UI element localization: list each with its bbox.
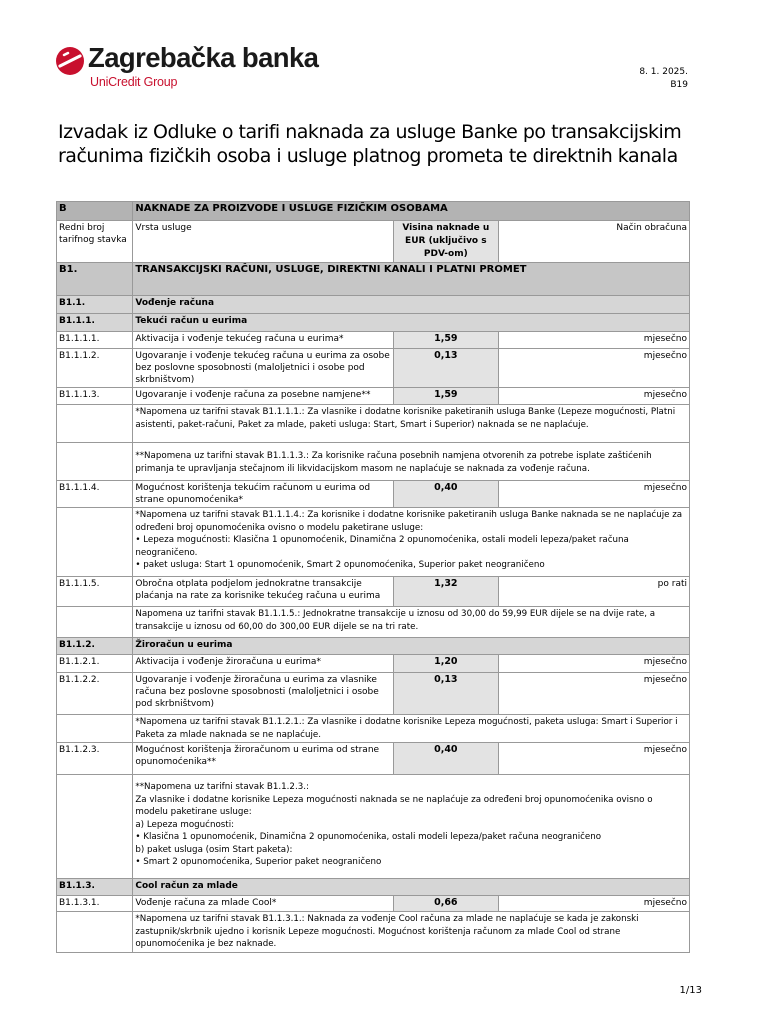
note-text: *Napomena uz tarifni stavak B1.1.1.1.: Za vlasnike i dodatne korisnike paketiranih usluga Banke (Lepeze mogućnosti, Platni asistenti, paket-računi, Paket za mlade, paketi usluga: Start, Smart i Superior) naknada se ne naplaćuje. <box>133 405 690 443</box>
note-line: • paket usluga: Start 1 opunomoćenik, Smart 2 opunomoćenika, Superior paket neograničeno <box>135 560 545 570</box>
subsection-row <box>57 638 690 655</box>
table-header-row <box>57 221 690 263</box>
table-row <box>57 673 690 715</box>
note-line: • Lepeza mogućnosti: Klasična 1 opunomoćenik, Dinamična 2 opunomoćenika, ostali modeli lepeza/paket računa neograničeno. <box>135 535 629 558</box>
row-price: 1,32 <box>393 577 499 607</box>
note-line: • Klasična 1 opunomoćenik, Dinamična 2 opunomoćenika, ostali modeli lepeza/paket računa neograničeno <box>135 832 602 842</box>
row-price: 0,13 <box>393 349 499 388</box>
note-row <box>57 508 690 577</box>
row-description: Mogućnost korištenja žiroračunom u eurima od strane opunomoćenika** <box>133 743 393 775</box>
note-text <box>133 775 690 879</box>
row-code: B1.1.1.2. <box>57 349 133 388</box>
subsection-row <box>57 314 690 332</box>
document-date: 8. 1. 2025. <box>639 67 688 77</box>
row-billing: mjesečno <box>499 743 690 775</box>
note-line: Za vlasnike i dodatne korisnike Lepeza mogućnosti naknada se ne naplaćuje za određeni broj opunomoćenika ovisno o modelu paketirane usluge: <box>135 794 653 817</box>
section-row <box>57 202 690 221</box>
subsection-title: Vođenje računa <box>133 296 690 314</box>
note-row <box>57 775 690 879</box>
row-billing: mjesečno <box>499 896 690 912</box>
row-billing: mjesečno <box>499 655 690 673</box>
subsection-row <box>57 879 690 896</box>
subsection-title: Cool račun za mlade <box>133 879 690 896</box>
row-description: Ugovaranje i vođenje tekućeg računa u eurima za osobe bez poslovne sposobnosti (maloljetnici i osobe pod skrbništvom) <box>133 349 393 388</box>
subsection-code: B1.1.1. <box>57 314 133 332</box>
section-code: B <box>57 202 133 221</box>
bank-logo <box>55 44 345 92</box>
table-row <box>57 332 690 349</box>
header-col-method: Način obračuna <box>499 221 690 263</box>
unicredit-logo-icon <box>55 46 85 76</box>
document-code: B19 <box>670 80 688 90</box>
row-description: Mogućnost korištenja tekućim računom u eurima od strane opunomoćenika* <box>133 481 393 508</box>
row-price: 0,40 <box>393 743 499 775</box>
note-row <box>57 443 690 481</box>
row-billing: mjesečno <box>499 673 690 715</box>
header-col-price: Visina naknade u EUR (uključivo s PDV-om) <box>393 221 499 263</box>
row-description: Vođenje računa za mlade Cool* <box>133 896 393 912</box>
bank-group: UniCredit Group <box>90 75 178 89</box>
subsection-code: B1.1.3. <box>57 879 133 896</box>
subsection-row <box>57 296 690 314</box>
header-col-number: Redni broj tarifnog stavka <box>57 221 133 263</box>
row-billing: mjesečno <box>499 388 690 405</box>
note-row <box>57 715 690 743</box>
note-text: *Napomena uz tarifni stavak B1.1.2.1.: Za vlasnike i dodatne korisnike Lepeza mogućnosti, paketa usluga: Smart i Superior i Paketa za mlade naknada se ne naplaćuje. <box>133 715 690 743</box>
row-billing: po rati <box>499 577 690 607</box>
section-b1-code: B1. <box>57 263 133 296</box>
subsection-code: B1.1. <box>57 296 133 314</box>
header-col-service: Vrsta usluge <box>133 221 393 263</box>
table-row <box>57 577 690 607</box>
row-code: B1.1.2.3. <box>57 743 133 775</box>
row-price: 0,66 <box>393 896 499 912</box>
row-description: Obročna otplata podjelom jednokratne transakcije plaćanja na rate za korisnike tekućeg računa u eurima <box>133 577 393 607</box>
row-price: 1,20 <box>393 655 499 673</box>
row-description: Ugovaranje i vođenje žiroračuna u eurima za vlasnike računa bez poslovne sposobnosti (maloljetnici i osobe pod skrbništvom) <box>133 673 393 715</box>
table-row <box>57 743 690 775</box>
row-billing: mjesečno <box>499 349 690 388</box>
note-line: *Napomena uz tarifni stavak B1.1.1.4.: Za korisnike i dodatne korisnike paketiranih usluga Banke naknada se ne naplaćuje za određeni broj opunomoćenika ovisno o modelu paketirane usluge: <box>135 510 683 533</box>
row-code: B1.1.2.2. <box>57 673 133 715</box>
note-text: Napomena uz tarifni stavak B1.1.1.5.: Jednokratne transakcije u iznosu od 30,00 do 59,99 EUR dijele se na dvije rate, a transakcije u iznosu od 60,00 do 300,00 EUR dijele se na tri rate. <box>133 607 690 638</box>
row-price: 1,59 <box>393 388 499 405</box>
table-row <box>57 655 690 673</box>
bank-name: Zagrebačka banka <box>88 42 319 73</box>
table-row <box>57 896 690 912</box>
document-meta <box>639 66 688 92</box>
note-line: • Smart 2 opunomoćenika, Superior paket neograničeno <box>135 857 382 867</box>
row-price: 0,13 <box>393 673 499 715</box>
note-text: *Napomena uz tarifni stavak B1.1.3.1.: Naknada za vođenje Cool računa za mlade ne naplaćuje se kada je zakonski zastupnik/skrbnik ujedno i korisnik Lepeze mogućnosti. Mogućnost korištenja računom za mlade Cool od strane opunomoćenika je bez naknade. <box>133 912 690 953</box>
row-description: Aktivacija i vođenje žiroračuna u eurima* <box>133 655 393 673</box>
row-code: B1.1.1.5. <box>57 577 133 607</box>
note-line: a) Lepeza mogućnosti: <box>135 819 235 830</box>
row-price: 1,59 <box>393 332 499 349</box>
note-text: **Napomena uz tarifni stavak B1.1.1.3.: Za korisnike računa posebnih namjena otvorenih za potrebe isplate zaštićenih primanja te upravljanja stečajnom ili likvidacijskom masom ne naplaćuje se naknada za vođenje računa. <box>133 443 690 481</box>
row-code: B1.1.1.1. <box>57 332 133 349</box>
table-row <box>57 481 690 508</box>
page-number: 1/13 <box>679 985 702 996</box>
row-description: Ugovaranje i vođenje računa za posebne namjene** <box>133 388 393 405</box>
note-line: b) paket usluga (osim Start paketa): <box>135 844 293 855</box>
table-row <box>57 349 690 388</box>
note-text <box>133 508 690 577</box>
row-price: 0,40 <box>393 481 499 508</box>
subsection-title: Tekući račun u eurima <box>133 314 690 332</box>
note-line: **Napomena uz tarifni stavak B1.1.2.3.: <box>135 782 309 792</box>
row-code: B1.1.2.1. <box>57 655 133 673</box>
note-row <box>57 405 690 443</box>
row-code: B1.1.1.4. <box>57 481 133 508</box>
row-code: B1.1.1.3. <box>57 388 133 405</box>
subsection-title: Žiroračun u eurima <box>133 638 690 655</box>
note-row <box>57 607 690 638</box>
tariff-table <box>56 201 690 953</box>
note-row <box>57 912 690 953</box>
row-billing: mjesečno <box>499 481 690 508</box>
section-b1-title: TRANSAKCIJSKI RAČUNI, USLUGE, DIREKTNI KANALI I PLATNI PROMET <box>133 263 690 296</box>
row-description: Aktivacija i vođenje tekućeg računa u eurima* <box>133 332 393 349</box>
page-title: Izvadak iz Odluke o tarifi naknada za usluge Banke po transakcijskim računima fizičkih osoba i usluge platnog prometa te direktnih kanala <box>58 121 682 167</box>
row-code: B1.1.3.1. <box>57 896 133 912</box>
row-billing: mjesečno <box>499 332 690 349</box>
subsection-code: B1.1.2. <box>57 638 133 655</box>
section-title: NAKNADE ZA PROIZVODE I USLUGE FIZIČKIM OSOBAMA <box>133 202 690 221</box>
table-row <box>57 388 690 405</box>
section-b1-row <box>57 263 690 296</box>
